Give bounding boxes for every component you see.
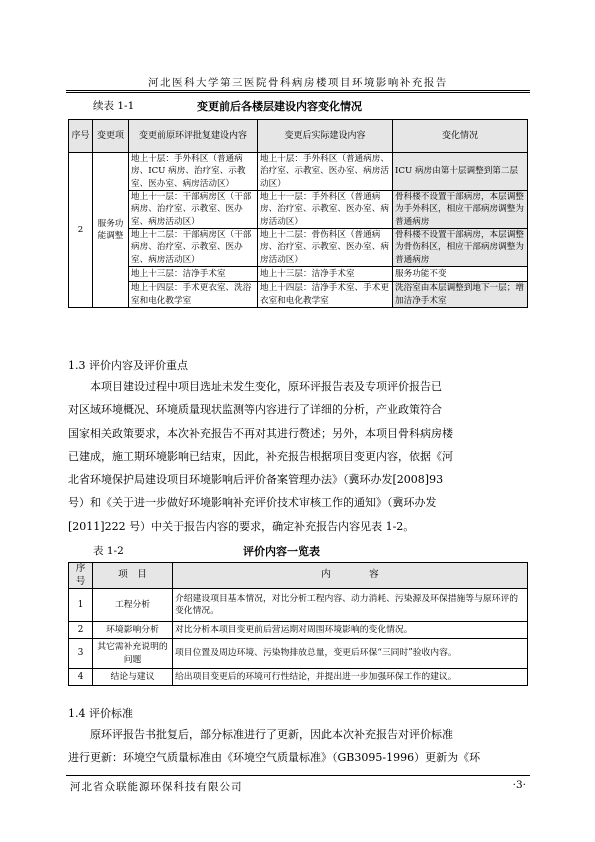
table1-cell: 地上十一层：手外科区（普通病房、治疗室、示教室、医办室、病房活动区） [258, 191, 393, 229]
section-1-3-body [68, 375, 528, 538]
table1-cell: 地上十二层：骨伤科区（普通病房、治疗室、示教室、医办室、病房活动区） [258, 229, 393, 267]
table1-cell: 骨科楼不设置干部病房，本层调整为手外科区，相应干部病房调整为普通病房 [393, 191, 528, 229]
table2-cell: 2 [69, 622, 93, 639]
table-row [69, 191, 528, 229]
table1-cell: 服务功能不变 [393, 267, 528, 282]
table-row [69, 153, 528, 191]
table2-title: 评价内容一览表 [243, 545, 320, 558]
table2-cell: 对比分析本项目变更前后营运期对周围环境影响的变化情况。 [173, 622, 528, 639]
table-row [69, 282, 528, 308]
running-header: 河北医科大学第三医院骨科病房楼项目环境影响补充报告 [148, 77, 448, 89]
table1-header-cell: 变更后实际建设内容 [258, 120, 393, 153]
table1-item-cell: 服务功能调整 [93, 153, 129, 308]
table2-cell: 环境影响分析 [93, 622, 173, 639]
table2-cell: 结论与建议 [93, 669, 173, 686]
table1-header-row [69, 120, 528, 153]
paragraph-line: 北省环境保护局建设项目环境影响后评价备案管理办法》（冀环办发[2008]93 [68, 473, 444, 487]
table2-label: 表 1-2 [93, 545, 124, 557]
table2-cell: 其它需补充说明的问题 [93, 639, 173, 669]
table-row [69, 589, 528, 622]
table2-header-cell: 序号 [69, 563, 93, 589]
table2-cell: 4 [69, 669, 93, 686]
table2-cell: 给出项目变更后的环境可行性结论，并提出进一步加强环保工作的建议。 [173, 669, 528, 686]
table2-caption [93, 543, 513, 559]
table2-cell: 项目位置及周边环境、污染物排放总量，变更后环保“三同时”验收内容。 [173, 639, 528, 669]
table1-cell: 地上十三层：洁净手术室 [258, 267, 393, 282]
table1-title: 变更前后各楼层建设内容变化情况 [197, 100, 362, 113]
paragraph-line: 原环评报告书批复后，部分标准进行了更新，因此本次补充报告对评价标准 [90, 728, 453, 741]
table1-cell: 地上十四层：手术更衣室、洗浴室和电化教学室 [129, 282, 258, 308]
table2-cell: 1 [69, 589, 93, 622]
table1-header-cell: 变更前原环评批复建设内容 [129, 120, 258, 153]
paragraph-line: 本项目建设过程中项目选址未发生变化，原环评报告表及专项评价报告已 [90, 380, 442, 393]
table1-cell: 洗浴室由本层调整到地下一层；增加洁净手术室 [393, 282, 528, 308]
table-row [69, 669, 528, 686]
table1-cell: ICU 病房由第十层调整到第二层 [393, 153, 528, 191]
table1-cell: 地上十层：手外科区（普通病房、ICU 病房、治疗室、示教室、医办室、病房活动区） [129, 153, 258, 191]
table-row [69, 267, 528, 282]
table2-header-row [69, 563, 528, 589]
table2-header-cell: 内 容 [173, 563, 528, 589]
section-heading-1-3: 1.3 评价内容及评价重点 [68, 359, 188, 372]
table1-cell: 地上十四层：洁净手术室、手术更衣室和电化教学室 [258, 282, 393, 308]
header-rule-thin [66, 92, 530, 93]
table1-cell: 地上十三层：洁净手术室 [129, 267, 258, 282]
table1-label: 续表 1-1 [93, 100, 135, 112]
table1-cell: 地上十层：手外科区（普通病房、治疗室、示教室、医办室、病房活动区） [258, 153, 393, 191]
table1-cell: 骨科楼不设置干部病房，本层调整为骨伤科区，相应干部病房调整为普通病房 [393, 229, 528, 267]
table2-cell: 介绍建设项目基本情况，对比分析工程内容、动力消耗、污染源及环保措施等与原环评的变化情况。 [173, 589, 528, 622]
table-row [69, 229, 528, 267]
page-number: ·3· [512, 779, 526, 791]
header-rule [66, 90, 530, 91]
footer-rule [66, 775, 530, 776]
paragraph-line: 进行更新：环境空气质量标准由《环境空气质量标准》（GB3095-1996）更新为《环 [68, 751, 481, 765]
table1-header-cell: 变化情况 [393, 120, 528, 153]
section-1-4-body [68, 723, 528, 770]
paragraph-line: 对区域环境概况、环境质量现状监测等内容进行了详细的分析，产业政策符合 [68, 403, 442, 417]
table1-cell: 地上十二层：干部病房区（干部病房、治疗室、示教室、医办室、病房活动区） [129, 229, 258, 267]
table1 [68, 119, 528, 308]
section-heading-1-4: 1.4 评价标准 [68, 707, 133, 720]
footer-company: 河北省众联能源环保科技有限公司 [70, 781, 243, 793]
table1-caption [93, 98, 513, 114]
paragraph-line: 号）和《关于进一步做好环境影响补充评价技术审核工作的通知》（冀环办发 [68, 496, 437, 510]
table2-cell: 3 [69, 639, 93, 669]
paragraph-line: [2011]222 号）中关于报告内容的要求，确定补充报告内容见表 1-2。 [68, 519, 415, 533]
table2 [68, 562, 528, 686]
paragraph-line: 已建成，施工期环境影响已结束，因此，补充报告根据项目变更内容，依据《河 [68, 449, 453, 463]
table1-cell: 地上十一层：干部病房区（干部病房、治疗室、示教室、医办室、病房活动区） [129, 191, 258, 229]
table2-header-cell: 项 目 [93, 563, 173, 589]
table1-seq-cell: 2 [69, 153, 93, 308]
table-row [69, 622, 528, 639]
table1-header-cell: 序号 [69, 120, 93, 153]
table1-header-cell: 变更项 [93, 120, 129, 153]
table2-cell: 工程分析 [93, 589, 173, 622]
table-row [69, 639, 528, 669]
paragraph-line: 国家相关政策要求，本次补充报告不再对其进行赘述；另外，本项目骨科病房楼 [68, 426, 453, 440]
